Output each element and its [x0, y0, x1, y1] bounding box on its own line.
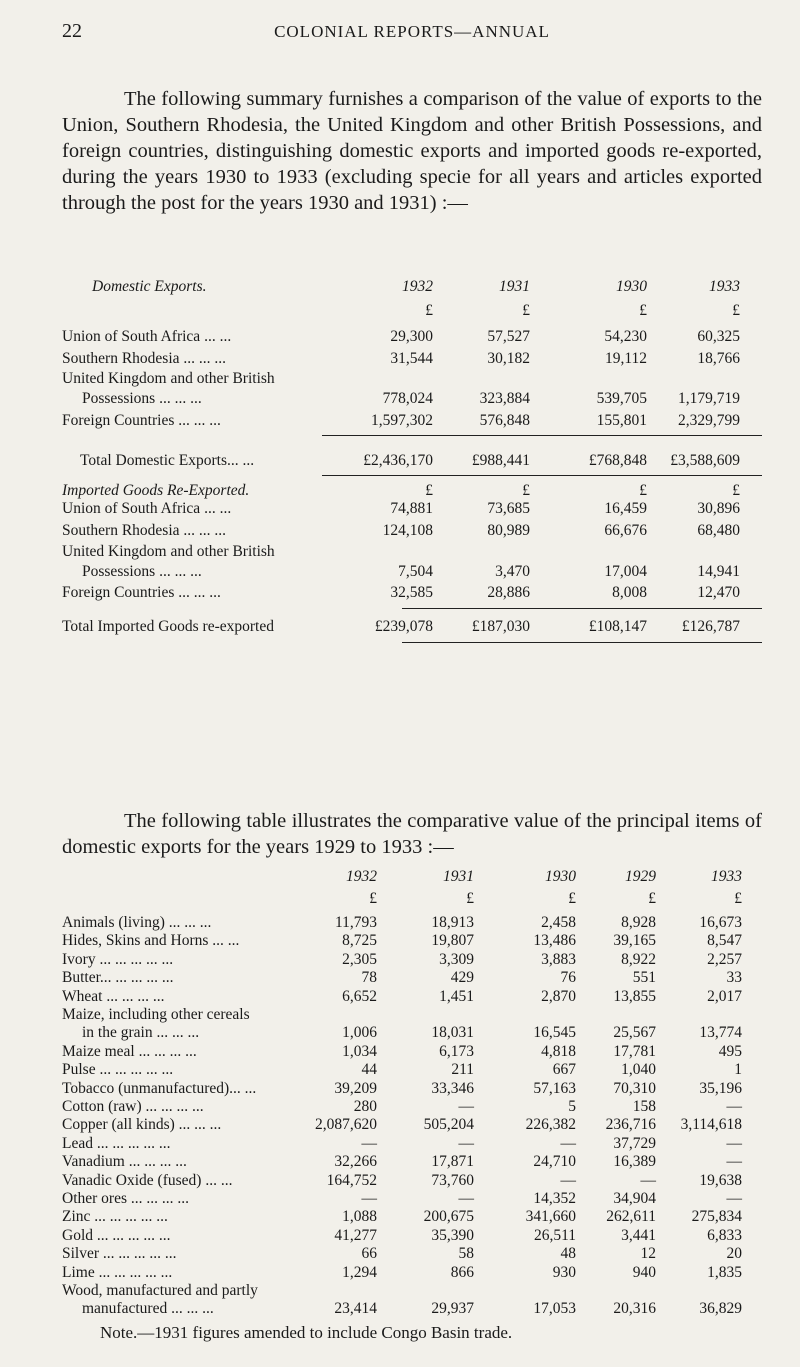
row-label: Ivory ... ... ... ... ...	[62, 950, 174, 968]
cell-value: 13,855	[613, 987, 656, 1005]
row-label: Total Imported Goods re-exported	[62, 618, 274, 635]
cell-value: 158	[632, 1098, 656, 1115]
cell-value: 35,196	[699, 1079, 742, 1097]
cell-value: £	[466, 890, 474, 907]
total-rule	[322, 435, 762, 436]
row-label: Foreign Countries ... ... ...	[62, 584, 221, 601]
cell-value: 505,204	[423, 1116, 474, 1134]
page-header	[62, 20, 762, 50]
cell-value: 12,470	[697, 584, 740, 601]
cell-value: —	[640, 1171, 656, 1189]
cell-value: 8,928	[621, 914, 656, 931]
cell-value: —	[726, 1098, 742, 1115]
row-label: Southern Rhodesia ... ... ...	[62, 522, 227, 539]
second-paragraph-text: The following table illustrates the comparative value of the principal items of domestic exports for the years 1929 to 1933 :—	[62, 810, 762, 858]
row-label: Hides, Skins and Horns ... ...	[62, 932, 240, 950]
cell-value: 35,390	[431, 1226, 474, 1244]
cell-value: —	[560, 1171, 576, 1189]
cell-value: 17,781	[613, 1042, 656, 1060]
row-label: Animals (living) ... ... ...	[62, 914, 212, 931]
cell-value: 44	[361, 1061, 377, 1079]
cell-value: £	[522, 302, 530, 319]
table-row	[62, 412, 782, 433]
cell-value: £768,848	[588, 452, 647, 469]
cell-value: 3,114,618	[680, 1116, 742, 1134]
cell-value: 429	[450, 969, 474, 987]
cell-value: 280	[353, 1098, 377, 1115]
cell-value: £	[369, 890, 377, 907]
cell-value: 17,053	[533, 1300, 576, 1318]
cell-value: 778,024	[382, 390, 433, 407]
row-label: Wood, manufactured and partly	[62, 1282, 258, 1299]
cell-value: 8,922	[621, 950, 656, 968]
cell-value: 18,913	[431, 914, 474, 931]
cell-value: 1931	[443, 868, 474, 885]
cell-value: 60,325	[697, 328, 740, 345]
cell-value: 551	[632, 969, 656, 987]
cell-value: 31,544	[390, 350, 433, 367]
cell-value: —	[726, 1190, 742, 1207]
cell-value: 25,567	[613, 1024, 656, 1042]
table-row	[62, 452, 782, 473]
cell-value: 76	[560, 969, 576, 987]
row-label: Butter... ... ... ... ...	[62, 969, 174, 987]
cell-value: 539,705	[596, 390, 647, 407]
row-label: Domestic Exports.	[92, 278, 207, 295]
row-label: Maize meal ... ... ... ...	[62, 1042, 197, 1060]
intro-paragraph	[62, 86, 762, 216]
cell-value: 26,511	[533, 1226, 576, 1244]
cell-value: 36,829	[699, 1300, 742, 1318]
cell-value: 7,504	[398, 563, 433, 580]
row-label: Vanadium ... ... ... ...	[62, 1153, 187, 1171]
cell-value: £	[734, 890, 742, 907]
cell-value: £108,147	[588, 618, 647, 635]
cell-value: —	[726, 1134, 742, 1152]
cell-value: —	[458, 1098, 474, 1115]
cell-value: 16,389	[613, 1153, 656, 1171]
cell-value: £988,441	[471, 452, 530, 469]
cell-value: 3,883	[541, 950, 576, 968]
cell-value: £2,436,170	[363, 452, 433, 469]
cell-value: £	[425, 482, 433, 499]
cell-value: 6,173	[439, 1042, 474, 1060]
cell-value: 37,729	[613, 1134, 656, 1152]
cell-value: 39,209	[334, 1079, 377, 1097]
cell-value: 1929	[625, 868, 656, 885]
cell-value: 78	[361, 969, 377, 987]
row-label: Copper (all kinds) ... ... ...	[62, 1116, 222, 1134]
cell-value: 1,835	[707, 1263, 742, 1281]
cell-value: 2,305	[342, 950, 377, 968]
cell-value: 8,547	[707, 932, 742, 950]
cell-value: 32,585	[390, 584, 433, 601]
cell-value: 1932	[402, 278, 433, 295]
table-row	[62, 500, 782, 521]
cell-value: 323,884	[479, 390, 530, 407]
cell-value: £3,588,609	[670, 452, 740, 469]
table-row	[62, 563, 782, 584]
cell-value: 164,752	[326, 1171, 377, 1189]
cell-value: 1930	[545, 868, 576, 885]
cell-value: 70,310	[613, 1079, 656, 1097]
cell-value: 29,300	[390, 328, 433, 345]
row-label: Possessions ... ... ...	[82, 563, 202, 580]
cell-value: £	[639, 482, 647, 499]
cell-value: 2,257	[707, 950, 742, 968]
cell-value: 19,638	[699, 1171, 742, 1189]
intro-paragraph-text: The following summary furnishes a comparison of the value of exports to the Union, Southern Rhodesia, the United Kingdom and other British Possessions, and foreign countries, distinguishing domestic exports and imported goods re-exported, during the years 1930 to 1933 (excluding specie for all years and articles exported through the post for the years 1930 and 1931) :—	[62, 88, 762, 214]
row-label: Pulse ... ... ... ... ...	[62, 1061, 174, 1079]
cell-value: 5	[568, 1098, 576, 1115]
table-row	[62, 390, 782, 411]
cell-value: 1932	[346, 868, 377, 885]
row-label: in the grain ... ... ...	[82, 1024, 200, 1042]
cell-value: 73,685	[487, 500, 530, 517]
cell-value: 667	[552, 1061, 576, 1079]
cell-value: 58	[458, 1245, 474, 1263]
cell-value: 1931	[499, 278, 530, 295]
cell-value: 16,459	[604, 500, 647, 517]
cell-value: 14,941	[697, 563, 740, 580]
cell-value: 20	[726, 1245, 742, 1263]
cell-value: 1933	[709, 278, 740, 295]
table-row	[62, 370, 782, 391]
cell-value: 495	[718, 1042, 742, 1060]
cell-value: 14,352	[533, 1190, 576, 1207]
cell-value: £	[732, 482, 740, 499]
table-row	[62, 868, 782, 889]
cell-value: 80,989	[487, 522, 530, 539]
table-row	[62, 584, 782, 605]
page-number: 22	[62, 20, 82, 42]
cell-value: —	[726, 1153, 742, 1171]
cell-value: 48	[560, 1245, 576, 1263]
cell-value: 940	[632, 1263, 656, 1281]
cell-value: 8,008	[612, 584, 647, 601]
row-label: Union of South Africa ... ...	[62, 328, 232, 345]
cell-value: 155,801	[596, 412, 647, 429]
cell-value: 39,165	[613, 932, 656, 950]
cell-value: 68,480	[697, 522, 740, 539]
cell-value: 1	[734, 1061, 742, 1079]
cell-value: 1,006	[342, 1024, 377, 1042]
cell-value: £	[568, 890, 576, 907]
cell-value: 1930	[616, 278, 647, 295]
table-row	[62, 302, 782, 323]
table-row	[62, 278, 782, 299]
cell-value: 211	[451, 1061, 474, 1079]
running-head: COLONIAL REPORTS—ANNUAL	[274, 22, 550, 41]
cell-value: 11,793	[334, 914, 377, 931]
cell-value: 6,652	[342, 987, 377, 1005]
cell-value: 1,294	[342, 1263, 377, 1281]
cell-value: 6,833	[707, 1226, 742, 1244]
cell-value: 33	[726, 969, 742, 987]
cell-value: £126,787	[681, 618, 740, 635]
cell-value: 18,031	[431, 1024, 474, 1042]
cell-value: £	[648, 890, 656, 907]
row-label: Maize, including other cereals	[62, 1006, 250, 1023]
cell-value: 930	[552, 1263, 576, 1281]
cell-value: 30,896	[697, 500, 740, 517]
row-label: manufactured ... ... ...	[82, 1300, 214, 1318]
row-label: Other ores ... ... ... ...	[62, 1190, 189, 1207]
cell-value: 66,676	[604, 522, 647, 539]
cell-value: 13,774	[699, 1024, 742, 1042]
row-label: Cotton (raw) ... ... ... ...	[62, 1098, 204, 1115]
cell-value: —	[361, 1190, 377, 1207]
cell-value: 19,807	[431, 932, 474, 950]
cell-value: 16,545	[533, 1024, 576, 1042]
cell-value: 57,163	[533, 1079, 576, 1097]
row-label: Gold ... ... ... ... ...	[62, 1226, 171, 1244]
cell-value: 33,346	[431, 1079, 474, 1097]
cell-value: 17,004	[604, 563, 647, 580]
row-label: Silver ... ... ... ... ...	[62, 1245, 177, 1263]
cell-value: 4,818	[541, 1042, 576, 1060]
cell-value: £	[639, 302, 647, 319]
cell-value: 34,904	[613, 1190, 656, 1207]
cell-value: £	[732, 302, 740, 319]
cell-value: 2,870	[541, 987, 576, 1005]
cell-value: 226,382	[525, 1116, 576, 1134]
row-label: United Kingdom and other British	[62, 370, 275, 387]
table-row	[62, 1300, 782, 1321]
cell-value: 24,710	[533, 1153, 576, 1171]
cell-value: 866	[450, 1263, 474, 1281]
cell-value: —	[458, 1190, 474, 1207]
cell-value: 1,179,719	[678, 390, 740, 407]
row-label: Union of South Africa ... ...	[62, 500, 232, 517]
cell-value: 28,886	[487, 584, 530, 601]
cell-value: 23,414	[334, 1300, 377, 1318]
cell-value: 2,087,620	[315, 1116, 377, 1134]
cell-value: 1,451	[439, 987, 474, 1005]
cell-value: 576,848	[479, 412, 530, 429]
cell-value: 66	[361, 1245, 377, 1263]
total-rule	[402, 608, 762, 609]
cell-value: 2,329,799	[678, 412, 740, 429]
cell-value: 17,871	[431, 1153, 474, 1171]
cell-value: 16,673	[699, 914, 742, 931]
cell-value: 3,309	[439, 950, 474, 968]
cell-value: 32,266	[334, 1153, 377, 1171]
cell-value: £187,030	[471, 618, 530, 635]
cell-value: 1,034	[342, 1042, 377, 1060]
cell-value: 41,277	[334, 1226, 377, 1244]
cell-value: 30,182	[487, 350, 530, 367]
cell-value: 74,881	[390, 500, 433, 517]
cell-value: —	[361, 1134, 377, 1152]
second-paragraph	[62, 808, 762, 860]
row-label: Imported Goods Re-Exported.	[62, 482, 250, 499]
row-label: Lime ... ... ... ... ...	[62, 1263, 173, 1281]
table-row	[62, 328, 782, 349]
cell-value: 236,716	[605, 1116, 656, 1134]
cell-value: 13,486	[533, 932, 576, 950]
cell-value: 3,470	[495, 563, 530, 580]
cell-value: 124,108	[382, 522, 433, 539]
cell-value: 1,040	[621, 1061, 656, 1079]
cell-value: 20,316	[613, 1300, 656, 1318]
cell-value: 3,441	[621, 1226, 656, 1244]
total-rule	[402, 642, 762, 643]
cell-value: 341,660	[525, 1208, 576, 1226]
row-label: Foreign Countries ... ... ...	[62, 412, 221, 429]
cell-value: 275,834	[691, 1208, 742, 1226]
cell-value: 1,597,302	[371, 412, 433, 429]
table-row	[62, 350, 782, 371]
cell-value: 2,458	[541, 914, 576, 931]
row-label: Vanadic Oxide (fused) ... ...	[62, 1171, 233, 1189]
cell-value: 262,611	[606, 1208, 656, 1226]
table-note: Note.—1931 figures amended to include Congo Basin trade.	[100, 1323, 513, 1342]
cell-value: 12	[640, 1245, 656, 1263]
table-row	[62, 618, 782, 639]
table-row	[62, 890, 782, 911]
cell-value: 73,760	[431, 1171, 474, 1189]
table-row	[62, 522, 782, 543]
cell-value: 8,725	[342, 932, 377, 950]
total-rule	[322, 475, 762, 476]
cell-value: 1933	[711, 868, 742, 885]
row-label: Southern Rhodesia ... ... ...	[62, 350, 227, 367]
cell-value: 57,527	[487, 328, 530, 345]
cell-value: 18,766	[697, 350, 740, 367]
table-row	[62, 543, 782, 564]
cell-value: 200,675	[423, 1208, 474, 1226]
cell-value: 2,017	[707, 987, 742, 1005]
cell-value: £	[522, 482, 530, 499]
row-label: United Kingdom and other British	[62, 543, 275, 560]
cell-value: 19,112	[604, 350, 647, 367]
row-label: Total Domestic Exports... ...	[80, 452, 255, 469]
row-label: Tobacco (unmanufactured)... ...	[62, 1079, 257, 1097]
cell-value: 29,937	[431, 1300, 474, 1318]
cell-value: —	[560, 1134, 576, 1152]
row-label: Wheat ... ... ... ...	[62, 987, 165, 1005]
row-label: Possessions ... ... ...	[82, 390, 202, 407]
row-label: Lead ... ... ... ... ...	[62, 1134, 171, 1152]
cell-value: 1,088	[342, 1208, 377, 1226]
cell-value: £	[425, 302, 433, 319]
cell-value: —	[458, 1134, 474, 1152]
cell-value: £239,078	[374, 618, 433, 635]
row-label: Zinc ... ... ... ... ...	[62, 1208, 168, 1226]
cell-value: 54,230	[604, 328, 647, 345]
